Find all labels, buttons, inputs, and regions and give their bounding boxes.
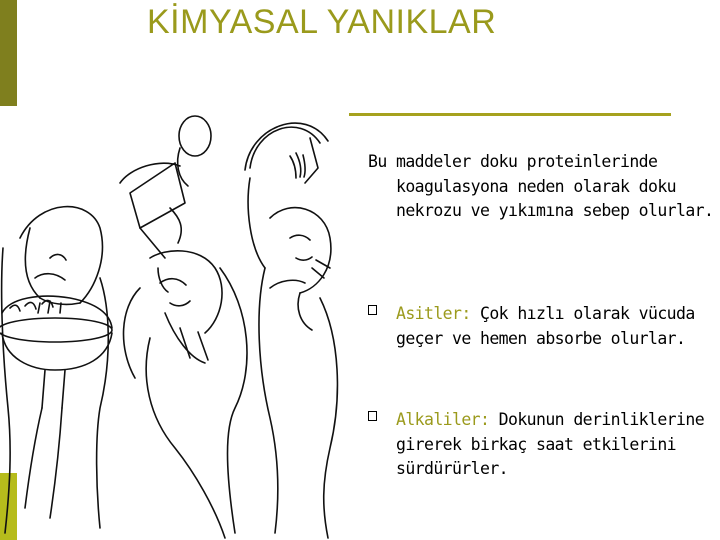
left-accent-bar-top (0, 0, 17, 106)
bullet-term: Asitler: (396, 304, 471, 323)
bullet-text (368, 302, 718, 351)
figure-basin (0, 207, 112, 533)
bullet-alkaliler (368, 408, 718, 482)
bullet-text (368, 408, 718, 482)
title-underline (349, 113, 671, 116)
square-bullet-icon (368, 305, 377, 315)
slide-title: KİMYASAL YANIKLAR (147, 3, 497, 41)
figure-bottle (120, 116, 247, 538)
square-bullet-icon (368, 411, 377, 421)
eye-wash-illustration (0, 108, 345, 540)
bullet-term: Alkaliler: (396, 410, 490, 429)
figure-shower (245, 123, 337, 538)
intro-paragraph: Bu maddeler doku proteinlerinde koagulasyona neden olarak doku nekrozu ve yıkımına sebep olurlar. (368, 152, 714, 220)
bullet-asitler (368, 302, 718, 351)
bullet-description: Dokunun derinliklerine girerek birkaç saat etkilerini sürdürürler. (396, 410, 705, 478)
bullet-description: Çok hızlı olarak vücuda geçer ve hemen absorbe olurlar. (396, 304, 695, 348)
